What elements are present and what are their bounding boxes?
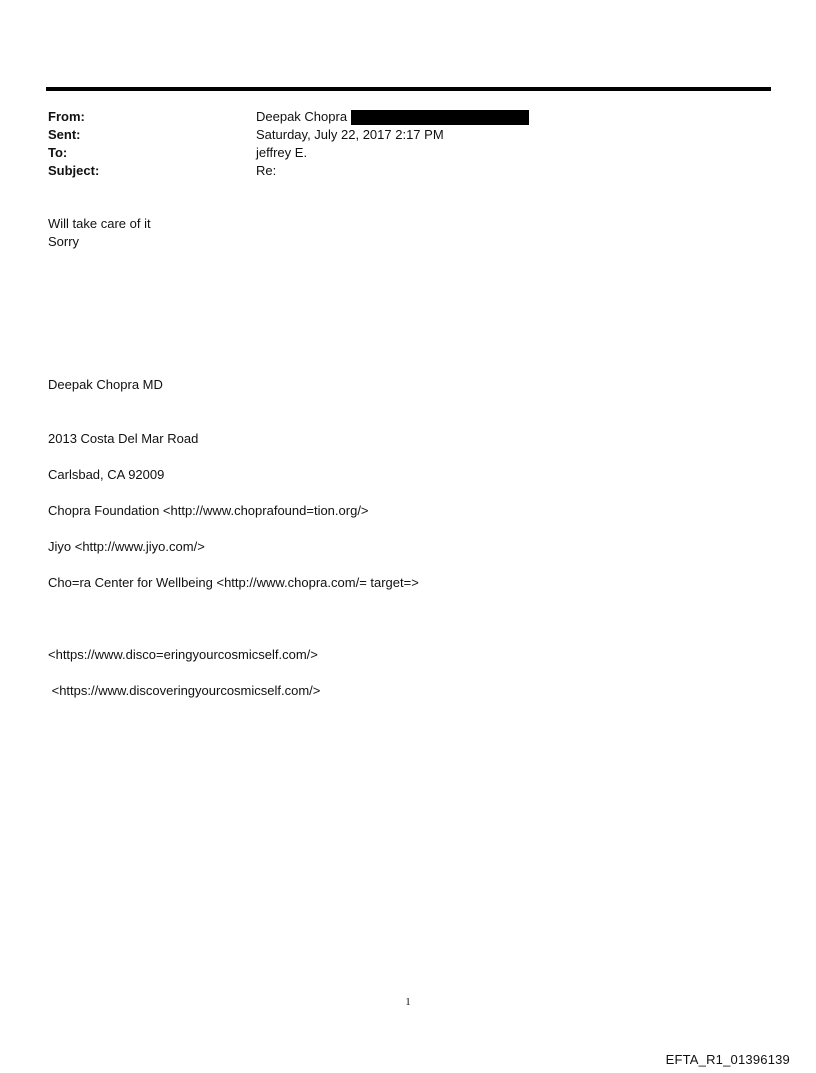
message-line-1: Will take care of it [48,216,151,231]
from-value: Deepak Chopra [256,109,348,124]
sent-label: Sent: [48,127,81,142]
from-value-wrap [256,108,529,126]
jiyo-link: Jiyo <http://www.jiyo.com/> [48,539,205,554]
header-divider [46,87,771,91]
signature-address-line-2: Carlsbad, CA 92009 [48,467,165,482]
wellbeing-center-link: Cho=ra Center for Wellbeing <http://www.chopra.com/= target=> [48,575,419,590]
subject-value: Re: [256,163,277,178]
to-row [48,144,768,162]
cosmic-self-link-1: <https://www.disco=eringyourcosmicself.com/> [48,647,318,662]
message-line-2: Sorry [48,234,80,249]
sent-value: Saturday, July 22, 2017 2:17 PM [256,127,444,142]
signature-address-line-1: 2013 Costa Del Mar Road [48,431,199,446]
redaction-box [351,110,529,125]
subject-label: Subject: [48,163,100,178]
signature-name: Deepak Chopra MD [48,377,163,392]
foundation-link: Chopra Foundation <http://www.choprafound=tion.org/> [48,503,369,518]
email-header [48,108,768,180]
from-row [48,108,768,126]
document-id: EFTA_R1_01396139 [665,1052,790,1067]
to-value: jeffrey E. [256,145,308,160]
cosmic-self-link-2: <https://www.discoveringyourcosmicself.com/> [48,683,321,698]
page-number: 1 [405,996,411,1008]
sent-row [48,126,768,144]
subject-row [48,162,768,180]
from-label: From: [48,109,85,124]
to-label: To: [48,145,68,160]
